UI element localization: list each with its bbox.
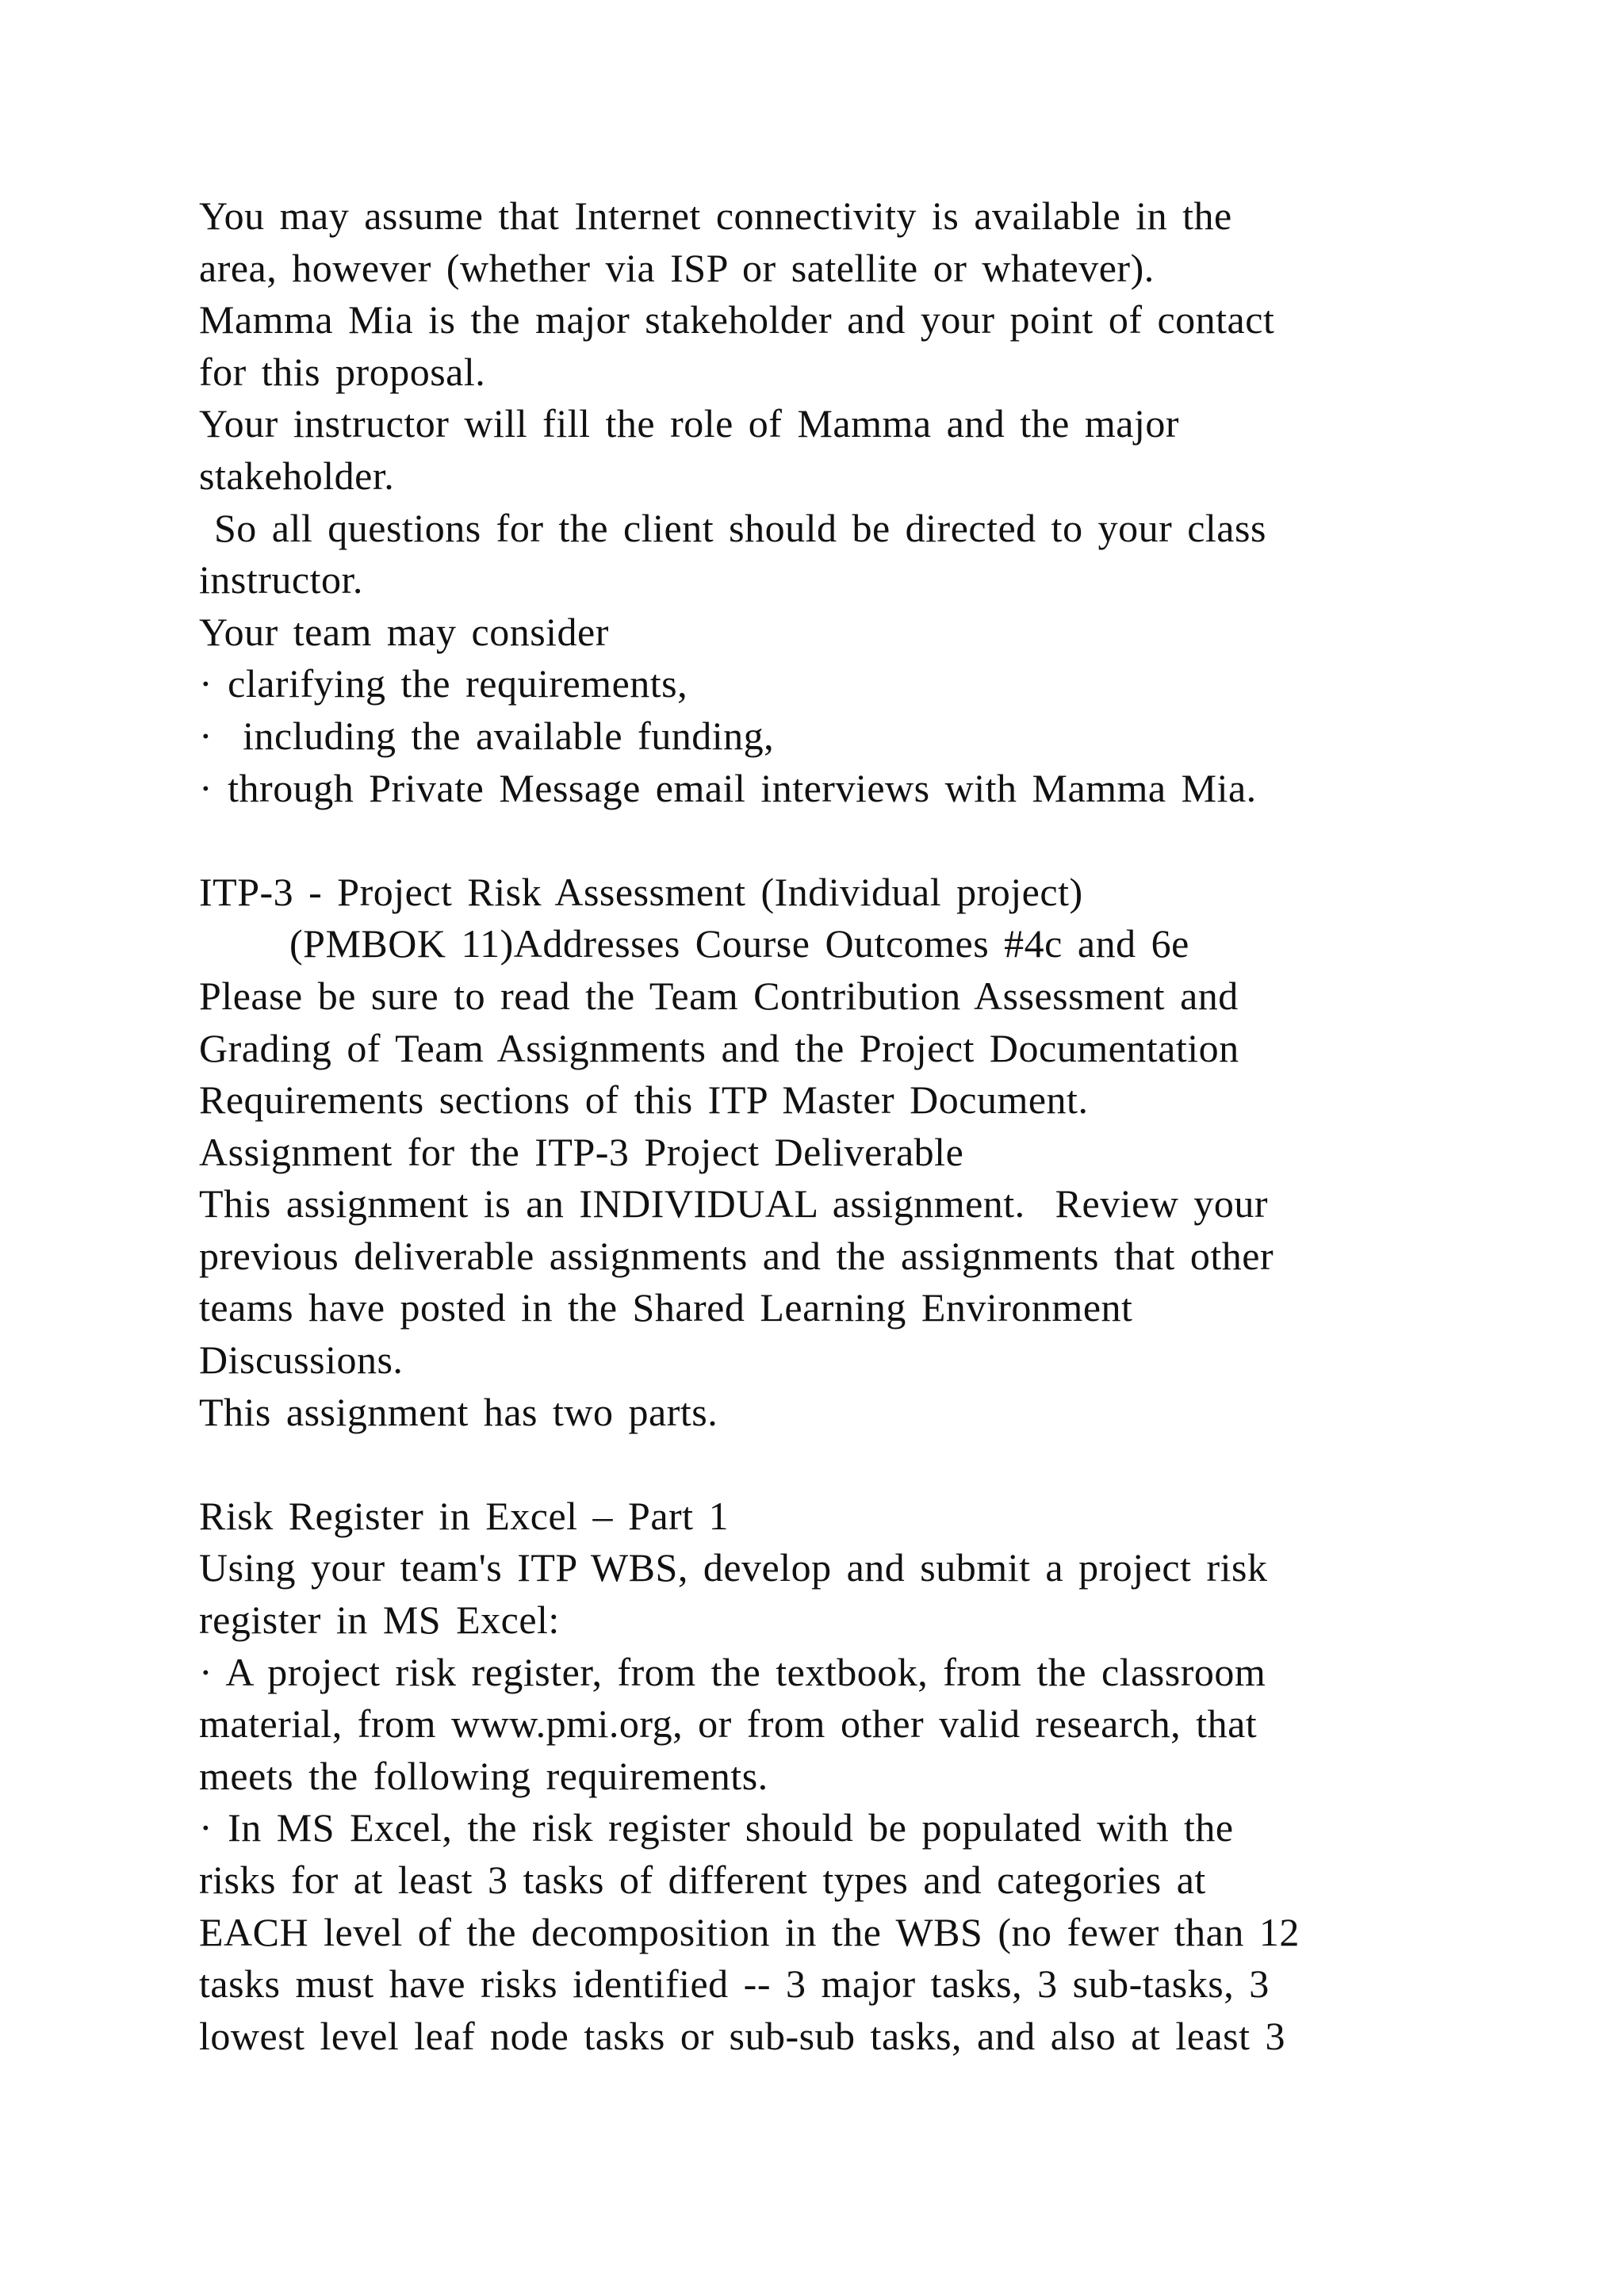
text-line: stakeholder. <box>199 453 395 498</box>
text-line: tasks must have risks identified -- 3 major tasks, 3 sub-tasks, 3 <box>199 1961 1270 2007</box>
paragraph-risk-register <box>199 1490 1500 2063</box>
paragraph-spacer <box>199 1438 1500 1490</box>
paragraph-context <box>199 190 1500 814</box>
text-line: Your instructor will fill the role of Mamma and the major <box>199 401 1179 446</box>
bullet-item: · clarifying the requirements, <box>199 661 688 706</box>
text-line: Mamma Mia is the major stakeholder and your point of contact <box>199 297 1275 342</box>
text-line: area, however (whether via ISP or satellite or whatever). <box>199 245 1155 290</box>
text-line: Your team may consider <box>199 609 609 654</box>
text-line: previous deliverable assignments and the assignments that other <box>199 1233 1274 1278</box>
text-line: material, from www.pmi.org, or from other valid research, that <box>199 1701 1258 1747</box>
text-line: EACH level of the decomposition in the WBS (no fewer than 12 <box>199 1909 1300 1954</box>
bullet-item: · through Private Message email interviews with Mamma Mia. <box>199 765 1257 810</box>
bullet-item: · including the available funding, <box>199 713 775 758</box>
text-line: This assignment is an INDIVIDUAL assignment. Review your <box>199 1181 1269 1226</box>
text-line: Discussions. <box>199 1337 404 1383</box>
text-line: teams have posted in the Shared Learning Environment <box>199 1285 1133 1330</box>
document-body <box>199 190 1500 2062</box>
text-line: So all questions for the client should be directed to your class <box>199 505 1266 550</box>
text-line: register in MS Excel: <box>199 1598 560 1643</box>
text-line: This assignment has two parts. <box>199 1389 718 1434</box>
text-line: for this proposal. <box>199 349 486 394</box>
section-heading: ITP-3 - Project Risk Assessment (Individual project) <box>199 869 1083 914</box>
section-heading: Risk Register in Excel – Part 1 <box>199 1493 730 1538</box>
paragraph-spacer <box>199 814 1500 867</box>
text-line: Using your team's ITP WBS, develop and submit a project risk <box>199 1545 1268 1590</box>
paragraph-itp3 <box>199 867 1500 1439</box>
text-line: Assignment for the ITP-3 Project Deliverable <box>199 1129 964 1174</box>
text-line: You may assume that Internet connectivity is available in the <box>199 193 1232 238</box>
bullet-item: · A project risk register, from the textbook, from the classroom <box>199 1649 1266 1694</box>
text-line: Grading of Team Assignments and the Project Documentation <box>199 1025 1239 1070</box>
text-line: Requirements sections of this ITP Master Document. <box>199 1077 1089 1123</box>
text-line: risks for at least 3 tasks of different types and categories at <box>199 1858 1206 1902</box>
text-line: (PMBOK 11)Addresses Course Outcomes #4c and 6e <box>199 921 1189 966</box>
text-line: meets the following requirements. <box>199 1753 768 1798</box>
text-line: lowest level leaf node tasks or sub-sub tasks, and also at least 3 <box>199 2013 1285 2058</box>
text-line: instructor. <box>199 557 363 603</box>
bullet-item: · In MS Excel, the risk register should be populated with the <box>199 1805 1234 1850</box>
text-line: Please be sure to read the Team Contribution Assessment and <box>199 973 1239 1018</box>
